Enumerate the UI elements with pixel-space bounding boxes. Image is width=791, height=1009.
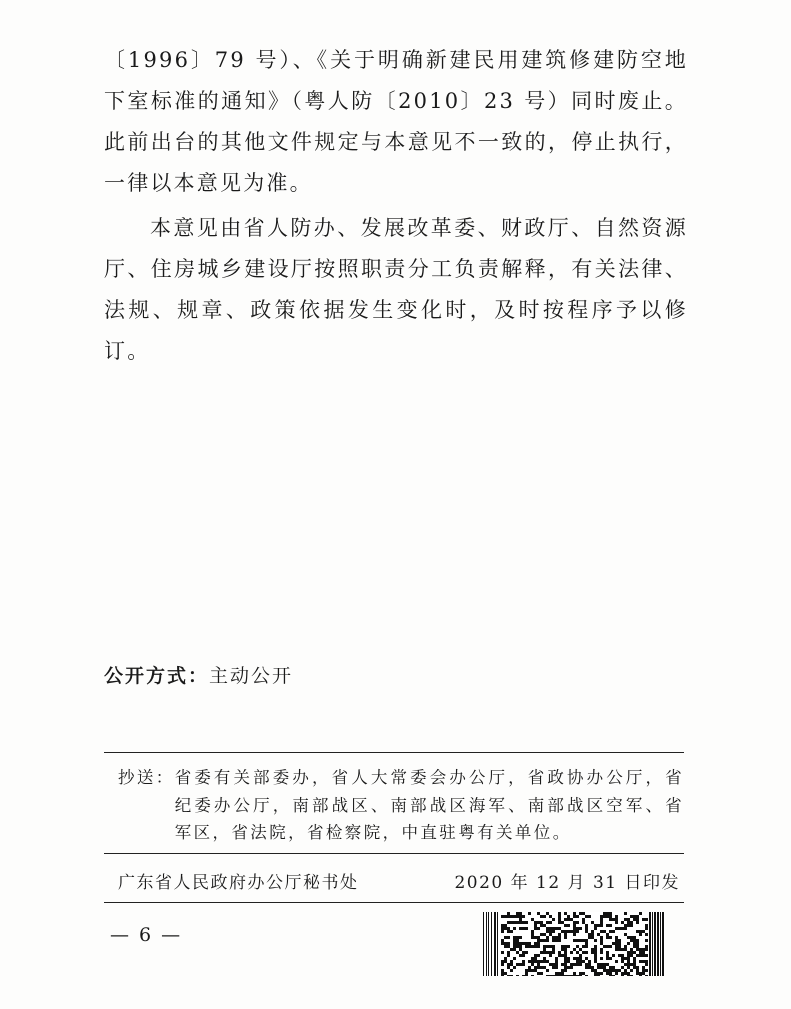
issuer-row xyxy=(118,868,680,893)
disclosure-method xyxy=(104,661,293,688)
body-paragraph-interpretation: 本意见由省人防办、发展改革委、财政厅、自然资源厅、住房城乡建设厅按照职责分工负责解释，有关法律、法规、规章、政策依据发生变化时，及时按程序予以修订。 xyxy=(104,216,688,363)
issue-date: 2020 年 12 月 31 日印发 xyxy=(454,873,680,893)
cc-bottom-rule xyxy=(104,853,684,854)
document-barcode xyxy=(483,912,665,976)
disclosure-value: 主动公开 xyxy=(209,665,294,687)
issuing-office: 广东省人民政府办公厅秘书处 xyxy=(118,873,359,893)
issuer-bottom-rule xyxy=(104,902,684,903)
cc-recipients: 省委有关部委办，省人大常委会办公厅，省政协办公厅，省纪委办公厅，南部战区、南部战区海军、南部战区空军、省军区，省法院，省检察院，中直驻粤有关单位。 xyxy=(174,768,684,842)
cc-block xyxy=(104,764,684,847)
body-paragraph-continued: 〔1996〕79 号）、《关于明确新建民用建筑修建防空地下室标准的通知》（粤人防〔2010〕23 号）同时废止。此前出台的其他文件规定与本意见不一致的，停止执行，一律以本意见为准。 xyxy=(104,48,688,195)
cc-label: 抄送： xyxy=(118,768,175,787)
disclosure-label: 公开方式： xyxy=(104,665,210,687)
page-number: — 6 — xyxy=(110,924,183,946)
document-body xyxy=(104,40,688,372)
cc-top-rule xyxy=(104,752,684,753)
